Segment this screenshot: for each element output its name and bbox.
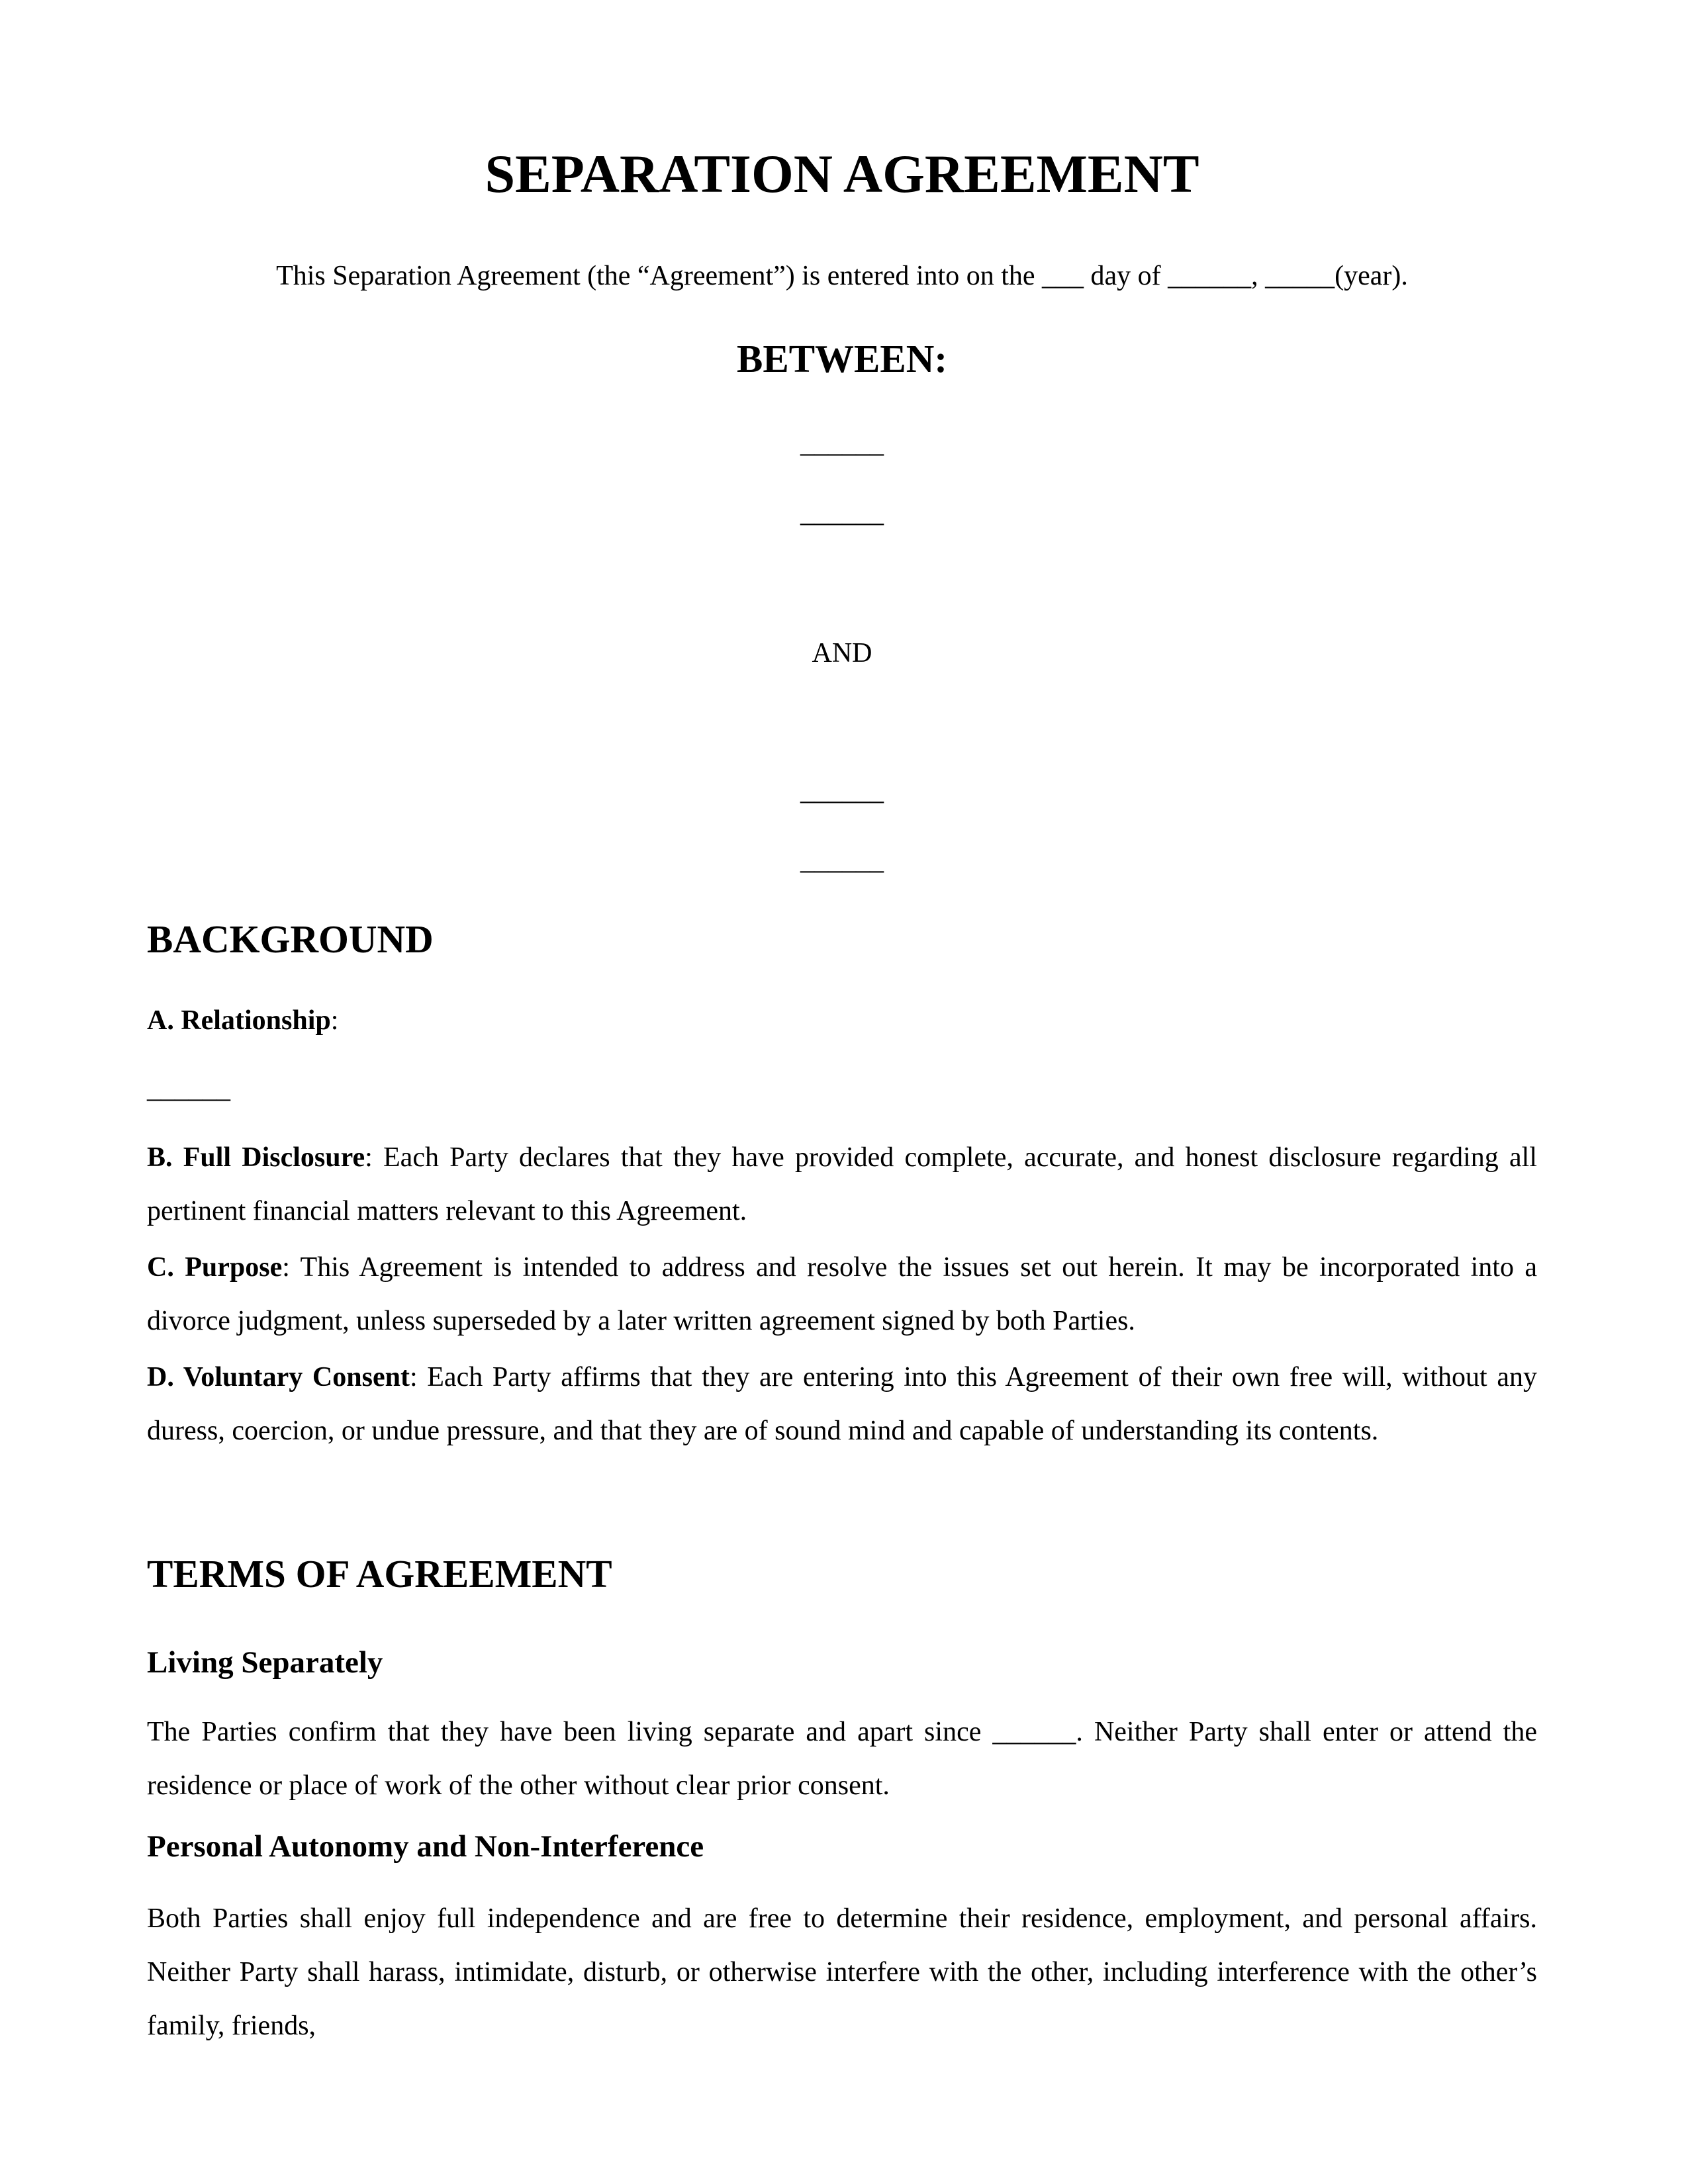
purpose-label: C. Purpose	[147, 1252, 283, 1283]
relationship-colon: :	[330, 1005, 339, 1036]
intro-text-1: This Separation Agreement (the “Agreement”) is entered into on the	[276, 261, 1043, 291]
full-disclosure-label: B. Full Disclosure	[147, 1142, 365, 1173]
and-separator: AND	[812, 638, 872, 668]
living-separately-paragraph	[147, 1706, 1537, 1813]
full-disclosure-text: : Each Party declares that they have provided complete, accurate, and honest disclosure regarding all pertinent financial matters relevant to this Agreement.	[147, 1142, 1537, 1226]
full-disclosure-clause	[147, 1131, 1537, 1238]
intro-text-2: day of	[1084, 261, 1168, 291]
intro-paragraph	[147, 250, 1537, 303]
personal-autonomy-heading: Personal Autonomy and Non-Interference	[147, 1829, 704, 1864]
purpose-text: : This Agreement is intended to address and resolve the issues set out herein. It may be incorporated into a divorce judgment, unless superseded by a later written agreement signed by both Parties.	[147, 1252, 1537, 1336]
intro-text-3: ,	[1251, 261, 1266, 291]
date-month-blank: ______	[1168, 261, 1252, 291]
relationship-blank: ______	[147, 1073, 230, 1104]
party2-detail-blank: ______	[800, 845, 884, 876]
personal-autonomy-paragraph: Both Parties shall enjoy full independence and are free to determine their residence, employment, and personal affairs. Neither Party shall harass, intimidate, disturb, or otherwise interfere with the other, including interference with the other’s family, friends,	[147, 1903, 1537, 2041]
living-separately-text-1: The Parties confirm that they have been living separate and apart since	[147, 1717, 993, 1747]
separation-date-blank: ______	[992, 1717, 1076, 1747]
document-title: SEPARATION AGREEMENT	[485, 144, 1199, 204]
party1-detail-blank: ______	[800, 498, 884, 528]
between-heading: BETWEEN:	[736, 337, 948, 381]
party1-name-blank: ______	[800, 428, 884, 459]
voluntary-consent-text: : Each Party affirms that they are entering into this Agreement of their own free will, without any duress, coercion, or undue pressure, and that they are of sound mind and capable of understanding its contents.	[147, 1362, 1537, 1446]
living-separately-heading: Living Separately	[147, 1645, 383, 1680]
terms-heading: TERMS OF AGREEMENT	[147, 1552, 612, 1596]
date-year-blank: _____	[1265, 261, 1335, 291]
party2-name-blank: ______	[800, 776, 884, 806]
relationship-label: A. Relationship	[147, 1005, 331, 1036]
date-day-blank: ___	[1042, 261, 1084, 291]
relationship-clause	[147, 994, 1537, 1048]
living-separately-text-2: . Neither Party shall enter or attend the residence or place of work of the other without clear prior consent.	[147, 1717, 1537, 1801]
intro-text-4: (year).	[1335, 261, 1408, 291]
voluntary-consent-label: D. Voluntary Consent	[147, 1362, 410, 1392]
background-heading: BACKGROUND	[147, 917, 434, 961]
purpose-clause	[147, 1241, 1537, 1348]
voluntary-consent-clause	[147, 1351, 1537, 1458]
